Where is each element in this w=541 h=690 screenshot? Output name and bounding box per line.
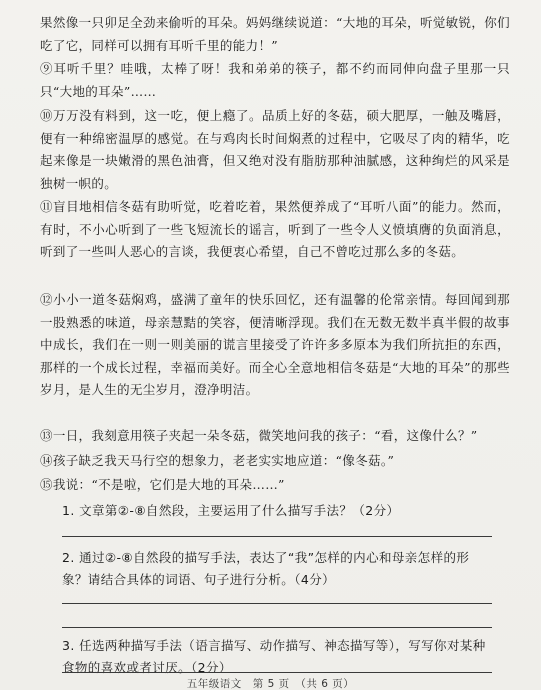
page-footer: 五年级语文 第 5 页 （共 6 页） — [186, 678, 355, 690]
answer-line-q1[interactable] — [62, 536, 492, 537]
paragraph-13: ⑬一日，我刻意用筷子夹起一朵冬菇，微笑地问我的孩子：“看，这像什么？” — [40, 428, 478, 443]
answer-line-q2-b[interactable] — [62, 627, 492, 628]
paragraph-10: ⑩万万没有料到，这一吃，便上瘾了。品质上好的冬菇，硕大肥厚，一触及嘴唇，便有一种绵密温厚的感觉。在与鸡肉长时间焖煮的过程中，它吸尽了肉的精华，吃起来像是一块嫩滑的黑色油膏，但又绝对没有脂肪那种油腻感，这种绚烂的风采是独树一帜的。 — [40, 108, 510, 191]
paragraph-8-end: 果然像一只卯足全劲来偷听的耳朵。妈妈继续说道：“大地的耳朵，听觉敏锐，你们吃了它，同样可以拥有耳听千里的能力！” — [40, 15, 510, 53]
question-3: 3. 任选两种描写手法（语言描写、动作描写、神态描写等），写写你对某种食物的喜欢或者讨厌。（2分） — [62, 638, 486, 675]
question-2: 2. 通过②-⑧自然段的描写手法，表达了“我”怎样的内心和母亲怎样的形象？请结合具体的词语、句子进行分析。（4分） — [62, 550, 470, 587]
paragraph-11: ⑪盲目地相信冬菇有助听觉，吃着吃着，果然便养成了“耳听八面”的能力。然而，有时，不小心听到了一些飞短流长的谣言，听到了一些令人义愤填膺的负面消息，听到了一些叫人恶心的言谈，我便衷心希望，自己不曾吃过那么多的冬菇。 — [40, 199, 510, 259]
answer-line-q2-a[interactable] — [62, 603, 492, 604]
paragraph-12: ⑫小小一道冬菇焖鸡，盛满了童年的快乐回忆，还有温馨的伦常亲情。每回闻到那一股熟悉的味道，母亲慧黠的笑容，便清晰浮现。我们在无数无数半真半假的故事中成长，我们在一则一则美丽的谎言里接受了许许多多原本为我们所抗拒的东西，那样的一个成长过程，幸福而美好。而全心全意地相信冬菇是“大地的耳朵”的那些岁月，是人生的无尘岁月，澄净明洁。 — [40, 292, 510, 397]
paragraph-9: ⑨耳听千里？哇哦，太棒了呀！我和弟弟的筷子，都不约而同伸向盘子里那一只只“大地的耳朵”…… — [40, 61, 510, 99]
paragraph-15: ⑮我说：“不是啦，它们是大地的耳朵……” — [40, 477, 285, 492]
answer-line-q3[interactable] — [62, 672, 492, 673]
paragraph-14: ⑭孩子缺乏我天马行空的想象力，老老实实地应道：“像冬菇。” — [40, 453, 395, 468]
question-1: 1. 文章第②-⑧自然段，主要运用了什么描写手法？（2分） — [62, 503, 400, 518]
